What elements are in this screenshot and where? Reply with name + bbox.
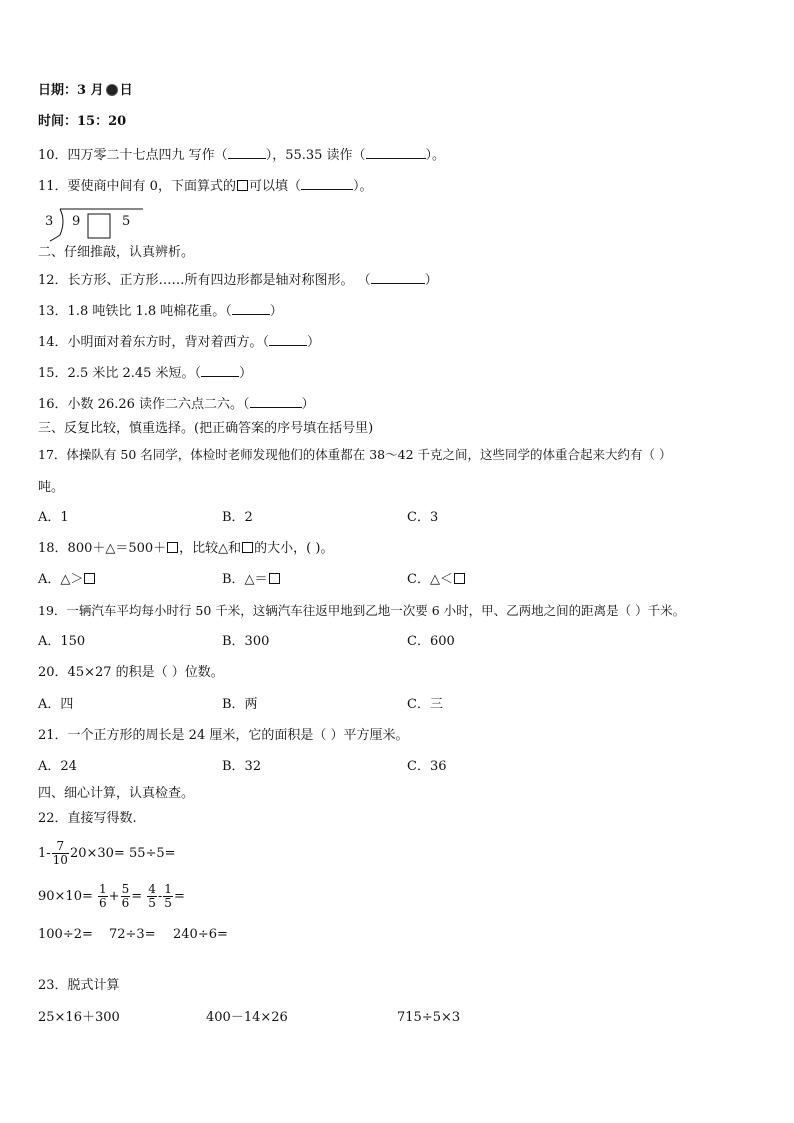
question-16 xyxy=(38,395,315,413)
box-symbol xyxy=(269,573,280,584)
date-suffix: 日 xyxy=(119,83,133,98)
answer-blank[interactable] xyxy=(371,271,425,284)
q22-row2-prefix: 90×10= xyxy=(38,889,93,904)
answer-blank[interactable] xyxy=(232,302,270,315)
date-line xyxy=(38,83,133,99)
q13-close: ） xyxy=(269,304,283,319)
q18-text-b: ，比较△和 xyxy=(179,541,242,556)
question-10 xyxy=(38,146,445,164)
q23-item: 25×16＋300 xyxy=(38,1010,120,1025)
box-symbol xyxy=(242,542,253,553)
q18-text-c: 的大小，( )。 xyxy=(254,541,334,556)
section-3-title: 三、反复比较，慎重选择。(把正确答案的序号填在括号里) xyxy=(38,421,374,436)
q10-text-c: ）。 xyxy=(425,148,446,163)
box-symbol xyxy=(167,542,178,553)
question-23-title: 23．脱式计算 xyxy=(38,978,120,993)
fraction: $\frac{7}{10}$ xyxy=(52,839,68,867)
q13-text: 13．1.8 吨铁比 1.8 吨棉花重。（ xyxy=(38,304,232,319)
option-b[interactable]: B．32 xyxy=(222,759,262,774)
long-division-diagram xyxy=(40,205,150,243)
fraction: $\frac{1}{6}$ xyxy=(99,882,107,910)
option-b[interactable]: B．△＝ xyxy=(222,572,281,588)
option-a[interactable]: A．24 xyxy=(38,759,77,774)
question-17: 17．体操队有 50 名同学，体检时老师发现他们的体重都在 38～42 千克之间，这些同学的体重合起来大约有（ ） xyxy=(38,447,672,462)
option-c[interactable]: C．△＜ xyxy=(407,572,466,588)
question-22-title: 22．直接写得数. xyxy=(38,811,137,826)
q12-text: 12．长方形、正方形……所有四边形都是轴对称图形。 （ xyxy=(38,273,371,288)
box-symbol xyxy=(237,180,248,191)
q16-text: 16．小数 26.26 读作二六点二六。（ xyxy=(38,397,250,412)
q22-row1-prefix: 1- xyxy=(38,846,51,861)
fraction: $\frac{5}{6}$ xyxy=(121,882,130,910)
option-a[interactable]: A．△＞ xyxy=(38,572,96,588)
q18-text-a: 18．800＋△＝500＋ xyxy=(38,541,167,556)
question-21: 21．一个正方形的周长是 24 厘米，它的面积是（ ）平方厘米。 xyxy=(38,728,409,743)
q14-text: 14．小明面对着东方时，背对着西方。（ xyxy=(38,335,270,350)
q14-close: ） xyxy=(307,335,321,350)
q10-text-a: 10．四万零二十七点四九 写作（ xyxy=(38,148,228,163)
date-prefix: 日期：3 月 xyxy=(38,83,104,98)
box-symbol xyxy=(454,573,465,584)
dividend-digit-3: 5 xyxy=(122,214,131,229)
option-c[interactable]: C．3 xyxy=(407,510,439,525)
answer-blank[interactable] xyxy=(301,177,353,190)
option-a[interactable]: A．四 xyxy=(38,697,74,712)
answer-blank[interactable] xyxy=(228,146,266,159)
q22-row1-rest: 20×30= 55÷5= xyxy=(69,846,176,861)
option-b[interactable]: B．两 xyxy=(222,697,258,712)
option-c[interactable]: C．36 xyxy=(407,759,447,774)
q10-text-b: ），55.35 读作（ xyxy=(265,148,366,163)
q22-row-1 xyxy=(38,840,176,868)
question-12 xyxy=(38,271,438,289)
question-19: 19．一辆汽车平均每小时行 50 千米，这辆汽车往返甲地到乙地一次要 6 小时，甲、乙两地之间的距离是（ ）千米。 xyxy=(38,603,686,618)
q12-close: ） xyxy=(424,273,438,288)
q22-row3-item: 100÷2= xyxy=(38,927,93,942)
q22-row-2: 90×10= $\frac{1}{6}$ + $\frac{5}{6}$ = $\frac{4}{5}$ - $\frac{1}{5}$ = xyxy=(38,882,185,910)
question-11 xyxy=(38,177,372,195)
dividend-digit-1: 9 xyxy=(72,214,81,229)
q11-text-a: 11．要使商中间有 0，下面算式的 xyxy=(38,179,236,194)
option-c[interactable]: C．600 xyxy=(407,634,455,649)
time-line: 时间：15：20 xyxy=(38,114,127,129)
fraction: $\frac{4}{5}$ xyxy=(148,882,156,910)
q23-item: 400－14×26 xyxy=(206,1010,288,1025)
q11-text-b: 可以填（ xyxy=(248,179,301,194)
answer-blank[interactable] xyxy=(250,395,302,408)
box-symbol xyxy=(84,573,95,584)
answer-blank[interactable] xyxy=(366,146,426,159)
q11-text-c: ）。 xyxy=(352,179,373,194)
question-17-cont: 吨。 xyxy=(38,480,65,495)
q15-close: ） xyxy=(239,366,253,381)
question-15 xyxy=(38,364,252,382)
question-18 xyxy=(38,541,333,557)
option-b[interactable]: B．2 xyxy=(222,510,253,525)
q22-row3-item: 72÷3= xyxy=(109,927,156,942)
answer-blank[interactable] xyxy=(269,333,307,346)
option-a[interactable]: A．150 xyxy=(38,634,86,649)
divisor: 3 xyxy=(45,214,54,229)
q22-row3-item: 240÷6= xyxy=(173,927,228,942)
q15-text: 15．2.5 米比 2.45 米短。（ xyxy=(38,366,202,381)
q16-close: ） xyxy=(301,397,315,412)
fraction: $\frac{1}{5}$ xyxy=(164,882,172,910)
division-bracket-icon xyxy=(40,205,150,243)
section-4-title: 四、细心计算，认真检查。 xyxy=(38,786,195,801)
option-b[interactable]: B．300 xyxy=(222,634,270,649)
option-a[interactable]: A．1 xyxy=(38,510,69,525)
option-c[interactable]: C．三 xyxy=(407,697,443,712)
question-13 xyxy=(38,302,283,320)
section-2-title: 二、仔细推敲，认真辨析。 xyxy=(38,245,195,260)
answer-blank[interactable] xyxy=(201,364,239,377)
question-20: 20．45×27 的积是（ ）位数。 xyxy=(38,665,224,680)
question-14 xyxy=(38,333,320,351)
q23-item: 715÷5×3 xyxy=(397,1010,461,1025)
moon-icon xyxy=(106,84,118,96)
